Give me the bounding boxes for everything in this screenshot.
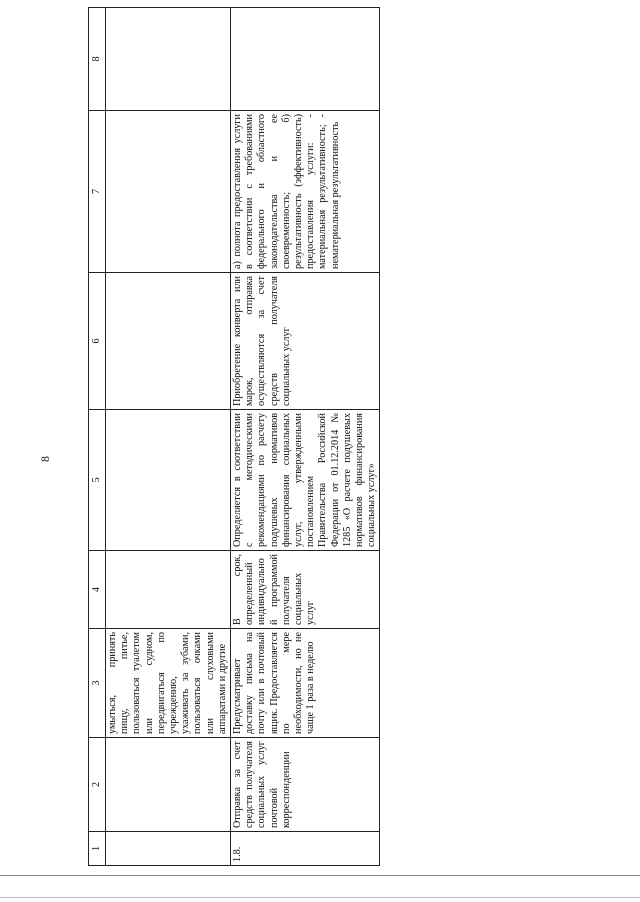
table-row-1-8 bbox=[231, 8, 380, 866]
table-cell-cost: Определяется в соответствии с методическими рекомендациями по расчету подушевых нормативов финансирования социальных услуг, утвержденными постановлением Правительства Российской Федерации от 01.12.2014 № 1285 «О расчете подушевых нормативов финансирования социальных услуг» bbox=[231, 410, 380, 551]
column-header: 4 bbox=[89, 551, 106, 629]
table-cell bbox=[106, 111, 231, 273]
table-cell-number: 1.8. bbox=[231, 832, 380, 866]
table-cell bbox=[106, 832, 231, 866]
table-cell-quality: а) полнота предоставления услуги в соответствии с требованиями федерального и областного законодательства и ее своевременность; б) результативность (эффективность) предоставления услуги: - материальная результативность; - нематериальная результативность bbox=[231, 111, 380, 273]
table-cell bbox=[106, 551, 231, 629]
page-number: 8 bbox=[38, 456, 52, 462]
table-cell bbox=[106, 273, 231, 410]
table-cell bbox=[231, 8, 380, 111]
table-cell-conditions: Приобретение конверта или марок, отправка осуществляются за счет средств получателя социальных услуг bbox=[231, 273, 380, 410]
column-header: 8 bbox=[89, 8, 106, 111]
column-number-row bbox=[89, 8, 106, 866]
column-header: 5 bbox=[89, 410, 106, 551]
table-cell bbox=[106, 410, 231, 551]
table-cell-term: В срок, определенный индивидуально й программой получателя социальных услуг bbox=[231, 551, 380, 629]
column-header: 3 bbox=[89, 629, 106, 738]
table-cell bbox=[106, 738, 231, 832]
table-row-continuation bbox=[106, 8, 231, 866]
table-cell-description: Предусматривает доставку письма на почту или в почтовый ящик. Предоставляется по мере необходимости, но не чаще 1 раза в неделю bbox=[231, 629, 380, 738]
table-cell bbox=[106, 8, 231, 111]
column-header: 7 bbox=[89, 111, 106, 273]
column-header: 2 bbox=[89, 738, 106, 832]
services-table bbox=[88, 7, 380, 866]
table-cell-service: Отправка за счет средств получателя социальных услуг почтовой корреспонденции bbox=[231, 738, 380, 832]
column-header: 6 bbox=[89, 273, 106, 410]
table-cell-description: умыться, принять пищу, питье, пользоваться туалетом или судном, передвигаться по учреждению, ухаживать за зубами, пользоваться очками или слуховыми аппаратами и другие bbox=[106, 629, 231, 738]
scan-edge-line bbox=[0, 875, 640, 876]
scan-edge-line bbox=[0, 897, 640, 898]
column-header: 1 bbox=[89, 832, 106, 866]
